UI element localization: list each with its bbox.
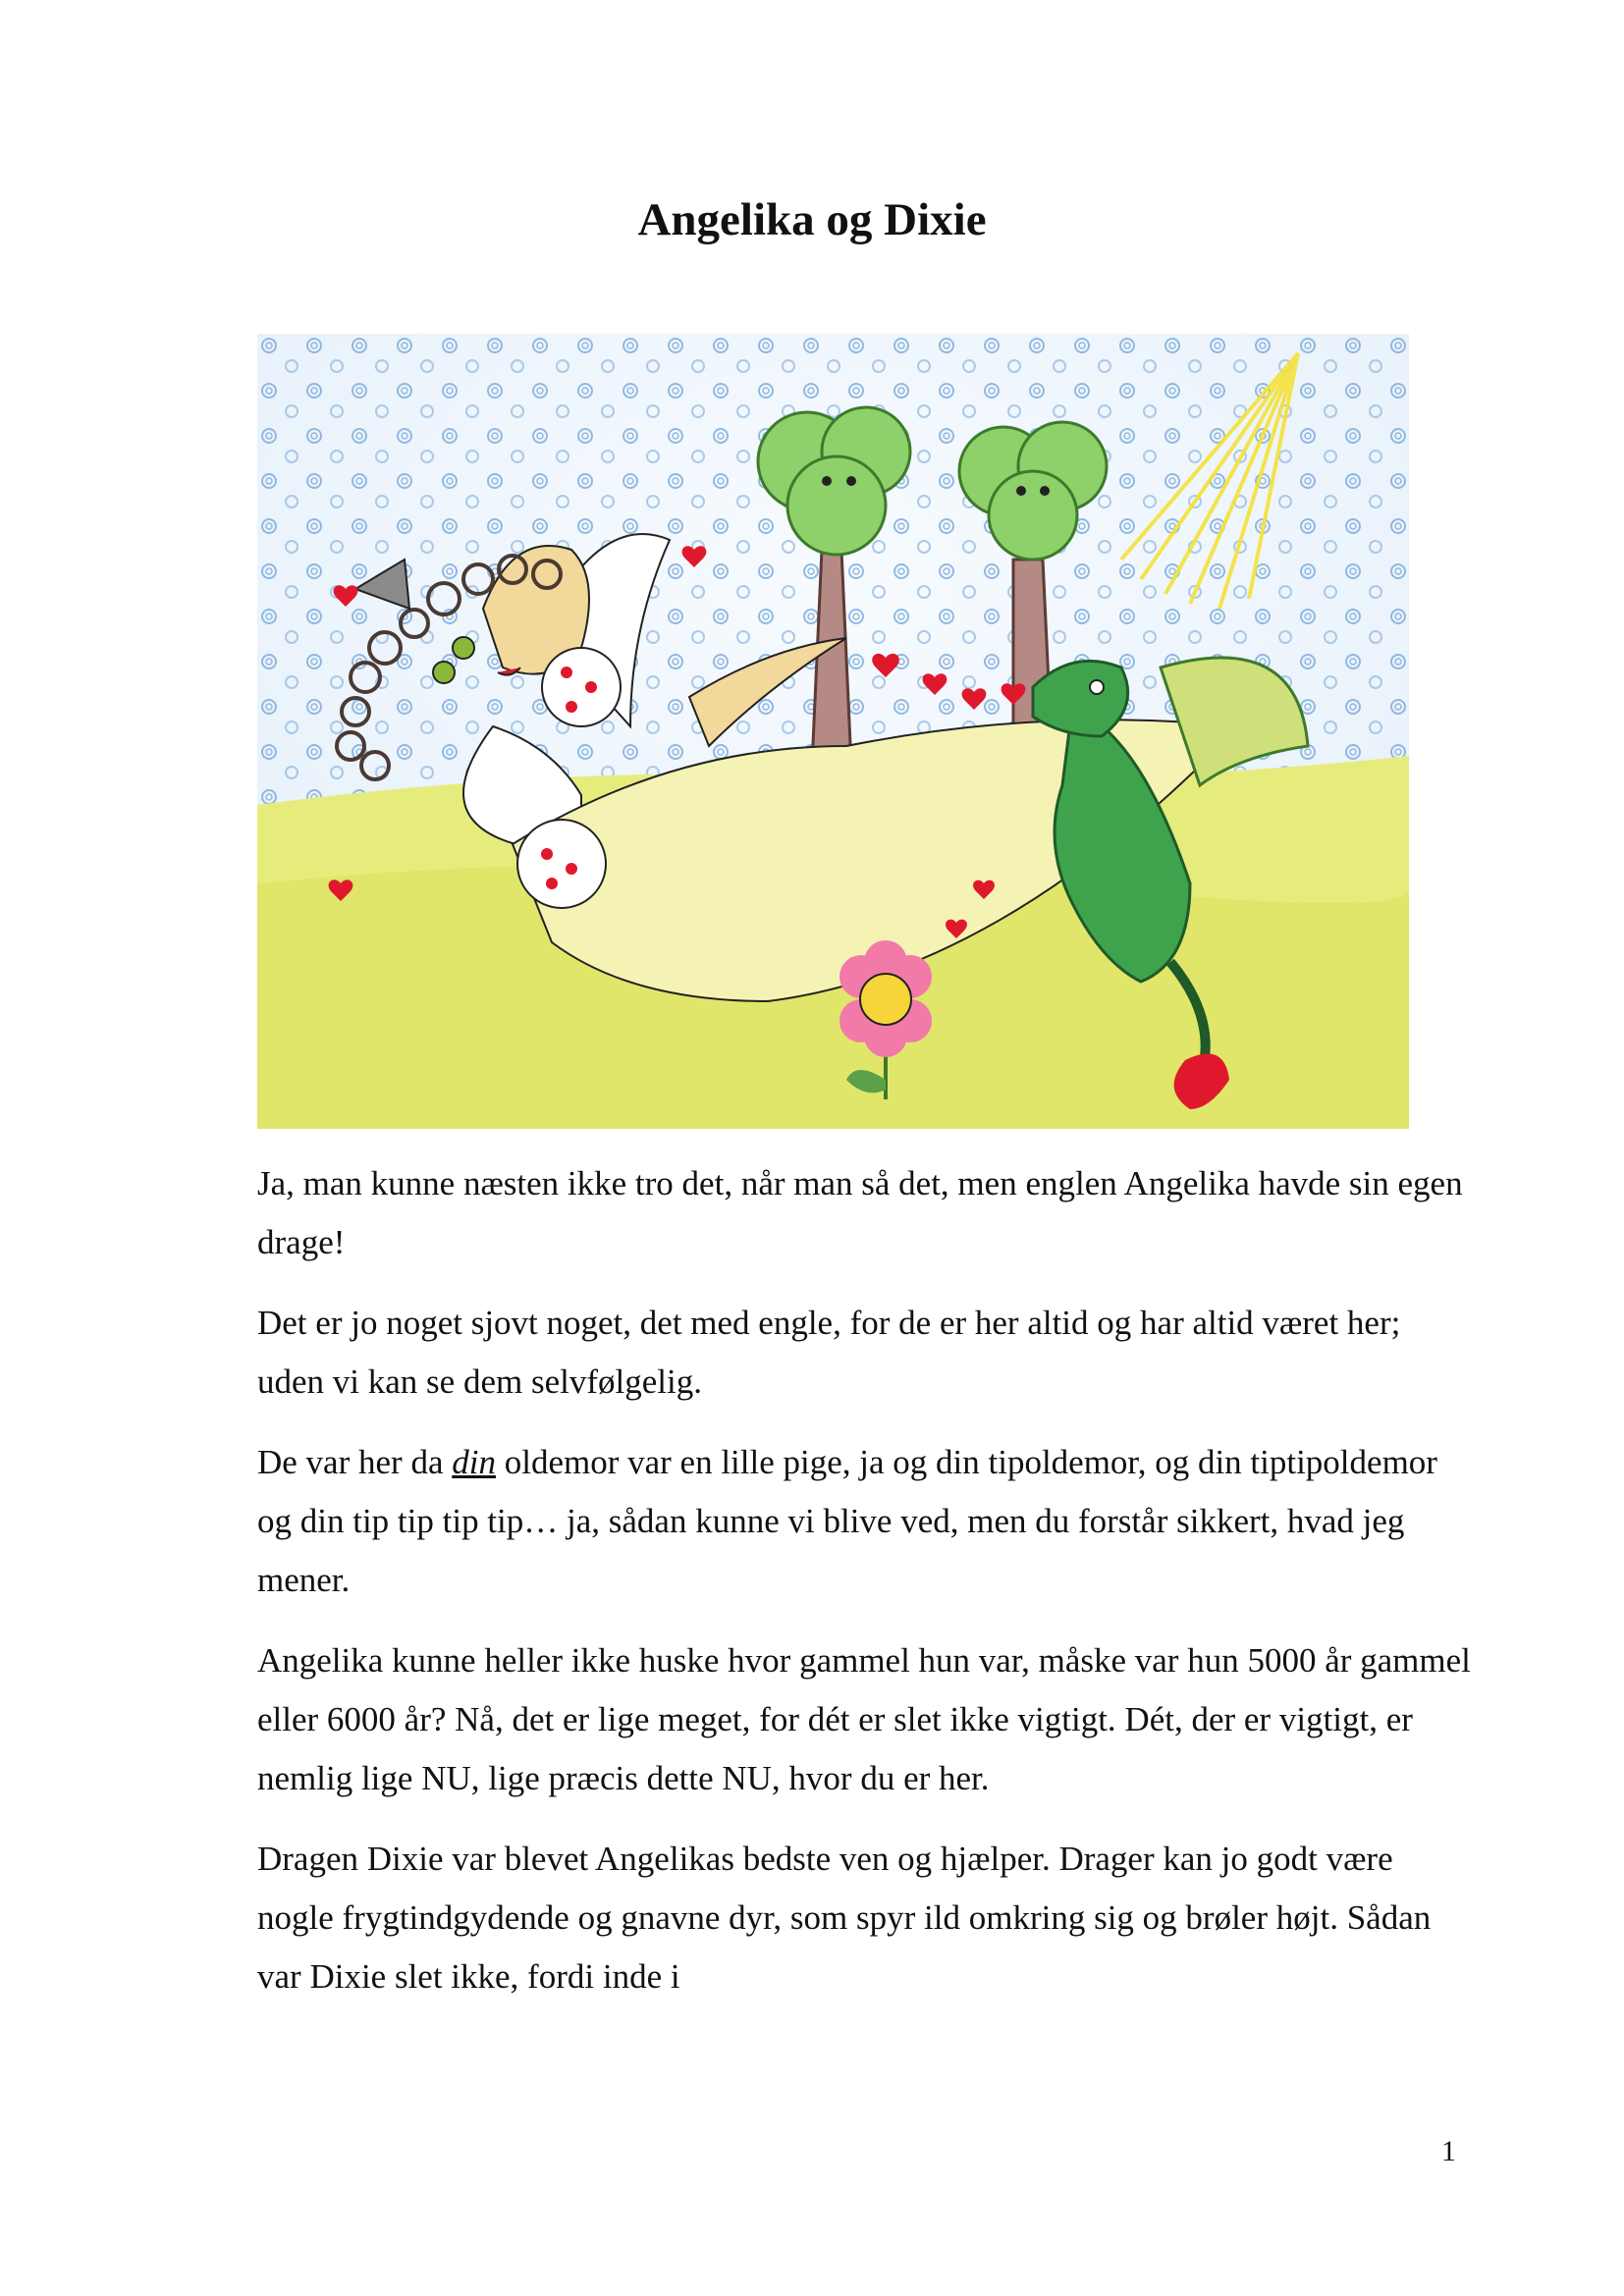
- page-title: Angelika og Dixie: [637, 194, 987, 245]
- page-number: 1: [1441, 2135, 1456, 2167]
- paragraph-4: Angelika kunne heller ikke huske hvor gammel hun var, måske var hun 5000 år gammel eller 6000 år? Nå, det er lige meget, for dét er slet ikke vigtigt. Dét, der er vigtigt, er nemlig lige NU, lige præcis dette NU, hvor du er her.: [257, 1641, 1471, 1797]
- paragraph-1: Ja, man kunne næsten ikke tro det, når man så det, men englen Angelika havde sin egen drage!: [257, 1164, 1463, 1261]
- paragraph-3-start: De var her da: [257, 1443, 453, 1481]
- paragraph-2: Det er jo noget sjovt noget, det med engle, for de er her altid og har altid været her; uden vi kan se dem selvfølgelig.: [257, 1304, 1401, 1401]
- illustration-angel-and-dragon: [257, 334, 1409, 1129]
- paragraph-3: [257, 1433, 1475, 1610]
- paragraph-5: Dragen Dixie var blevet Angelikas bedste ven og hjælper. Drager kan jo godt være nogle frygtindgydende og gnavne dyr, som spyr ild omkring sig og brøler højt. Sådan var Dixie slet ikke, fordi inde i: [257, 1840, 1432, 1996]
- emphasis-din: din: [452, 1443, 496, 1481]
- story-text: [257, 1154, 1475, 2028]
- paragraph-3-end: oldemor var en lille pige, ja og din tipoldemor, og din tiptipoldemor og din tip tip tip tip… ja, sådan kunne vi blive ved, men du forstår sikkert, hvad jeg mener.: [257, 1443, 1437, 1599]
